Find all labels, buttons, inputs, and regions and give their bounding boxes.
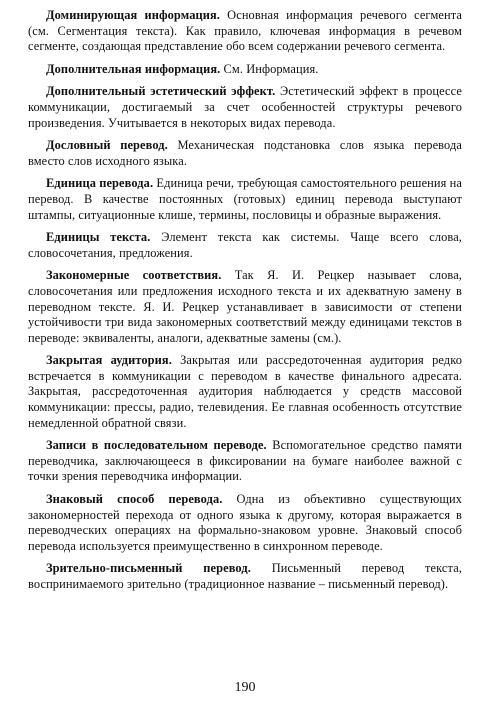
glossary-entry (28, 353, 462, 431)
entry-definition: Так Я. И. Рецкер называет слова, словосочетания или предложения исходного текста и их адекватную замену в переводном тексте. Я. И. Рецкер устанавливает в зависимости от степени устойчивости три вида закономерных соответствий между единицами текстов в переводе: эквиваленты, аналоги, адекватные замены (см.). (28, 268, 463, 345)
glossary-entry (28, 62, 462, 78)
entry-term: Дополнительная информация. (46, 61, 221, 76)
entry-term: Доминирующая информация. (46, 8, 220, 22)
entry-term: Дополнительный эстетический эффект. (46, 84, 276, 99)
glossary-entry (28, 492, 462, 554)
glossary-entry (28, 438, 462, 485)
entry-term: Зрительно-письменный перевод. (46, 561, 251, 576)
entry-term: Записи в последовательном переводе. (46, 438, 267, 453)
entry-definition: См. Информация. (220, 61, 319, 76)
glossary-entries (28, 8, 462, 593)
entry-definition: Одна из объективно существующих закономерностей перехода от одного языка к другому, которая выражается в переводческих операциях на формально-знаковом уровне. Знаковый способ перевода используется преимущественно в синхронном переводе. (28, 492, 462, 553)
glossary-entry (28, 84, 462, 131)
glossary-entry (28, 138, 462, 169)
entry-term: Закрытая аудитория. (46, 353, 172, 368)
page-number: 190 (234, 680, 256, 695)
entry-term: Единица перевода. (46, 176, 154, 191)
entry-term: Дословный перевод. (46, 138, 168, 153)
glossary-entry (28, 268, 462, 346)
entry-term: Знаковый способ перевода. (46, 492, 223, 507)
entry-definition: Элемент текста как системы. Чаще всего слова, словосочетания, предложения. (28, 230, 463, 260)
entry-definition: Вспомогательное средство памяти переводчика, заключающееся в фиксировании на бумаге наиболее важной с точки зрения переводчика информации. (28, 438, 462, 484)
entry-definition: Основная информация речевого сегмента (см. Сегментация текста). Как правило, ключевая информация в речевом сегменте, создающая представление обо всем содержании речевого сегмента. (28, 8, 462, 54)
entry-term: Закономерные соответствия. (46, 268, 222, 283)
entry-definition: Письменный перевод текста, воспринимаемого зрительно (традиционное название – письменный перевод). (28, 561, 462, 591)
entry-definition: Механическая подстановка слов языка перевода вместо слов исходного языка. (28, 138, 462, 168)
glossary-entry (28, 230, 462, 261)
glossary-entry (28, 176, 462, 223)
entry-definition: Закрытая или рассредоточенная аудитория редко встречается в коммуникации с переводом в качестве финального адресата. Закрытая, рассредоточенная аудитория наблюдается у средств массовой коммуникации: прессы, радио, телевидения. Ее главная особенность отсутствие немедленной обратной связи. (28, 353, 462, 430)
entry-definition: Единица речи, требующая самостоятельного решения на перевод. В качестве постоянных (готовых) единиц перевода выступают штампы, ситуационные клише, термины, пословицы и образные выражения. (28, 176, 463, 222)
entry-term: Единицы текста. (46, 230, 151, 245)
glossary-entry (28, 8, 462, 55)
entry-definition: Эстетический эффект в процессе коммуникации, достигаемый за счет особенностей структуры речевого произведения. Учитывается в некоторых видах перевода. (28, 84, 462, 130)
glossary-entry (28, 561, 462, 592)
